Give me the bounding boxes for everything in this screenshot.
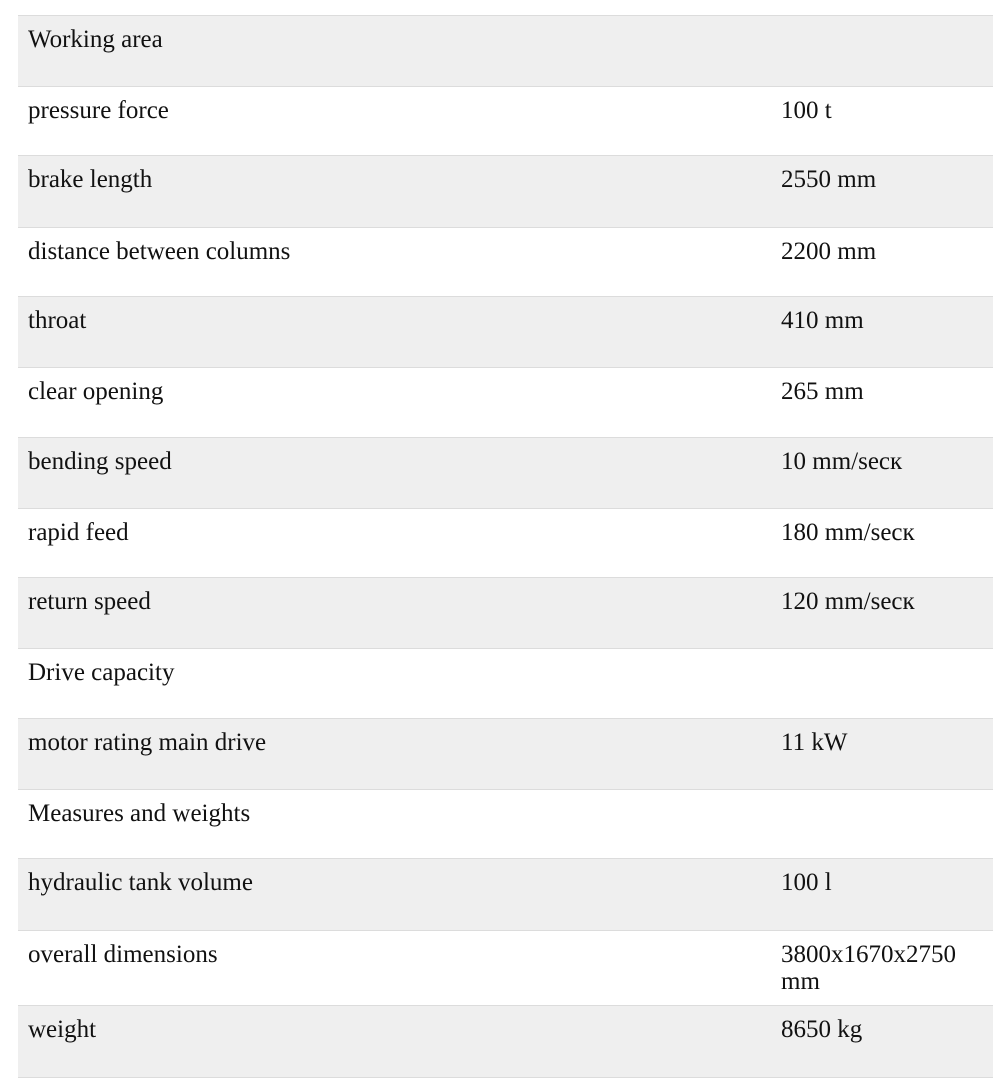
row-value: 100 t — [781, 97, 832, 124]
table-row-section-working-area — [18, 16, 993, 87]
row-label: throat — [28, 307, 87, 334]
row-label: hydraulic tank volume — [28, 869, 253, 896]
row-value: 265 mm — [781, 378, 864, 405]
spec-table — [18, 15, 993, 1078]
row-value: 410 mm — [781, 307, 864, 334]
table-row — [18, 228, 993, 297]
table-row — [18, 297, 993, 368]
row-value: 3800x1670x2750 mm — [781, 941, 956, 995]
table-row — [18, 859, 993, 931]
table-row — [18, 719, 993, 790]
table-row — [18, 509, 993, 578]
row-value: 2550 mm — [781, 166, 877, 193]
row-value: 120 mm/secк — [781, 588, 915, 615]
section-header-label: Working area — [28, 26, 163, 53]
row-value: 11 kW — [781, 729, 848, 756]
table-row — [18, 438, 993, 509]
row-label: motor rating main drive — [28, 729, 267, 756]
row-value: 8650 kg — [781, 1016, 863, 1043]
section-header-label: Drive capacity — [28, 659, 175, 686]
row-value — [771, 649, 993, 719]
row-label: overall dimensions — [28, 941, 218, 968]
row-value: 2200 mm — [781, 238, 877, 265]
row-label: return speed — [28, 588, 151, 615]
row-label: pressure force — [28, 97, 169, 124]
table-row — [18, 87, 993, 156]
row-label: brake length — [28, 166, 153, 193]
row-value: 10 mm/secк — [781, 448, 903, 475]
row-value: 180 mm/secк — [781, 519, 915, 546]
row-value: 100 l — [781, 869, 832, 896]
section-header-label: Measures and weights — [28, 800, 251, 827]
table-row — [18, 156, 993, 228]
row-label: rapid feed — [28, 519, 129, 546]
row-value — [771, 16, 993, 87]
table-row-section-measures-and-weights — [18, 790, 993, 859]
table-row — [18, 578, 993, 649]
table-row-section-drive-capacity — [18, 649, 993, 719]
row-value — [771, 790, 993, 859]
table-row — [18, 931, 993, 1006]
row-label: weight — [28, 1016, 97, 1043]
table-row — [18, 368, 993, 438]
row-label: bending speed — [28, 448, 172, 475]
row-label: distance between columns — [28, 238, 291, 265]
row-label: clear opening — [28, 378, 164, 405]
table-row — [18, 1006, 993, 1078]
